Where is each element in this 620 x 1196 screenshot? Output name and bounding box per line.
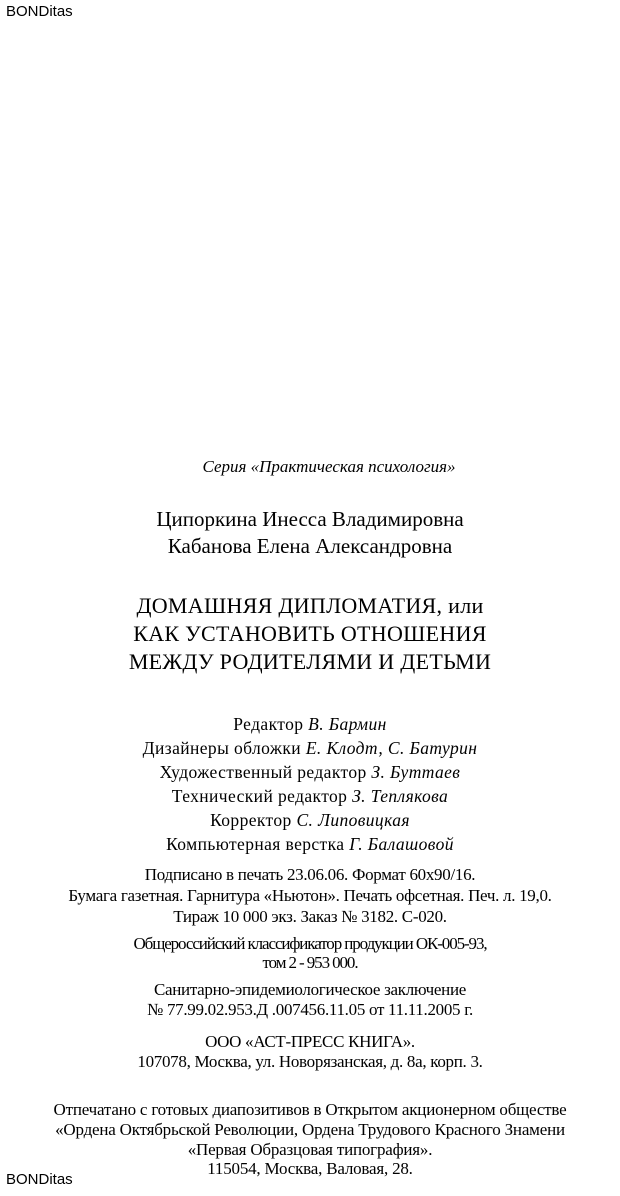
- credit-art-editor: [0, 760, 620, 784]
- imprint-sanitary-2: № 77.99.02.953.Д .007456.11.05 от 11.11.2005 г.: [147, 1000, 473, 1019]
- credit-person: З. Буттаев: [371, 762, 461, 782]
- credit-editor: [0, 712, 620, 736]
- credit-person: В. Бармин: [308, 714, 387, 734]
- credit-person: Е. Клодт, С. Батурин: [305, 738, 478, 758]
- book-title-line-2: КАК УСТАНОВИТЬ ОТНОШЕНИЯ: [133, 621, 487, 646]
- credit-role: Технический редактор: [171, 786, 353, 806]
- credit-person: С. Липовицкая: [296, 810, 410, 830]
- book-title-line-1: [0, 592, 620, 620]
- credit-layout: [0, 832, 620, 856]
- credit-role: Компьютерная верстка: [166, 834, 350, 854]
- book-title-line-3: МЕЖДУ РОДИТЕЛЯМИ И ДЕТЬМИ: [128, 649, 492, 674]
- credit-person: З. Теплякова: [352, 786, 449, 806]
- imprint-classifier-2: том 2 - 953 000.: [262, 953, 358, 972]
- credit-role: Дизайнеры обложки: [142, 738, 306, 758]
- credit-role: Художественный редактор: [159, 762, 372, 782]
- printer-line-4: 115054, Москва, Валовая, 28.: [207, 1159, 413, 1178]
- watermark-bottom: BONDitas: [6, 1171, 73, 1188]
- series-name: Серия «Практическая психология»: [202, 457, 456, 476]
- credit-technical-editor: [0, 784, 620, 808]
- printer-line-1: Отпечатано с готовых диапозитивов в Открытом акционерном обществе: [53, 1100, 567, 1119]
- credit-person: Г. Балашовой: [349, 834, 454, 854]
- publisher-address: 107078, Москва, ул. Новорязанская, д. 8а, корп. 3.: [137, 1052, 483, 1071]
- book-title-main: ДОМАШНЯЯ ДИПЛОМАТИЯ,: [136, 593, 443, 618]
- credit-role: Корректор: [210, 810, 297, 830]
- author-2: Кабанова Елена Александровна: [167, 534, 453, 558]
- printer-line-2: «Ордена Октябрьской Революции, Ордена Трудового Красного Знамени: [55, 1120, 565, 1139]
- author-1: Ципоркина Инесса Владимировна: [156, 507, 464, 531]
- imprint-sanitary-1: Санитарно-эпидемиологическое заключение: [153, 980, 467, 999]
- credit-role: Редактор: [233, 714, 309, 734]
- publisher-name: ООО «АСТ-ПРЕСС КНИГА».: [205, 1032, 415, 1051]
- book-title-conjunction: или: [442, 593, 484, 618]
- credit-proofreader: [0, 808, 620, 832]
- imprint-run: Тираж 10 000 экз. Заказ № 3182. С-020.: [173, 907, 447, 926]
- imprint-paper: Бумага газетная. Гарнитура «Ньютон». Печать офсетная. Печ. л. 19,0.: [68, 886, 552, 905]
- imprint-signed: Подписано в печать 23.06.06. Формат 60x90/16.: [144, 865, 476, 884]
- imprint-classifier-1: Общероссийский классификатор продукции ОК-005-93,: [133, 934, 487, 953]
- watermark-top: BONDitas: [6, 3, 73, 20]
- printer-line-3: «Первая Образцовая типография».: [187, 1140, 433, 1159]
- credit-cover-designers: [0, 736, 620, 760]
